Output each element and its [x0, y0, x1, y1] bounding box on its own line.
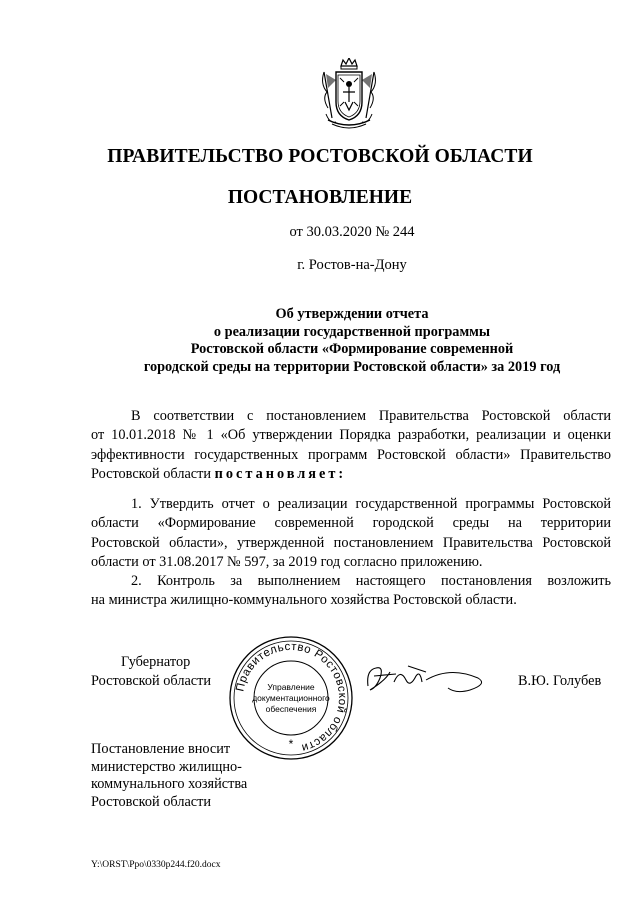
issue-city: г. Ростов-на-Дону	[297, 257, 407, 273]
preamble-paragraph	[91, 407, 611, 484]
paragraph-line: от 10.01.2018 № 1 «Об утверждении Порядка разработки, реализации и оценки	[91, 427, 611, 444]
item-2-paragraph	[91, 572, 611, 611]
coat-of-arms-emblem	[318, 58, 380, 132]
decree-keyword: постановляет:	[214, 465, 347, 482]
paragraph-line: на министра жилищно-коммунального хозяйства Ростовской области.	[91, 592, 517, 609]
signer-name: В.Ю. Голубев	[518, 673, 602, 689]
document-type-title: ПОСТАНОВЛЕНИЕ	[227, 187, 413, 208]
paragraph-line: области от 31.08.2017 № 597, за 2019 год согласно приложению.	[91, 553, 483, 570]
signer-position-line2: Ростовской области	[91, 673, 212, 689]
government-title: ПРАВИТЕЛЬСТВО РОСТОВСКОЙ ОБЛАСТИ	[107, 146, 533, 167]
introduced-by-note	[91, 741, 291, 811]
paragraph-line: В соответствии с постановлением Правительства Ростовской области	[131, 408, 611, 424]
paragraph-line: области «Формирование современной городской среды на территории	[91, 515, 611, 532]
stamp-inner-line: документационного	[252, 693, 330, 703]
paragraph-line: Ростовской области», утвержденной постановлением Правительства Ростовской	[91, 534, 611, 551]
file-path-footer: Y:\ORST\Ppo\0330p244.f20.docx	[91, 860, 221, 870]
decree-subject	[100, 306, 604, 376]
subject-line: Ростовской области «Формирование современной	[190, 341, 514, 357]
stamp-star: *	[288, 737, 294, 751]
note-line: Постановление вносит	[91, 741, 231, 757]
paragraph-line	[91, 465, 611, 484]
stamp-inner-line: обеспечения	[265, 704, 317, 714]
decree-date-number: от 30.03.2020 № 244	[289, 224, 415, 240]
handwritten-signature	[360, 660, 490, 696]
note-line: министерство жилищно-	[91, 758, 242, 775]
paragraph-line: 1. Утвердить отчет о реализации государственной программы Ростовской	[131, 496, 611, 512]
signer-position-line1: Губернатор	[121, 654, 191, 670]
paragraph-line-text: Ростовской области	[91, 465, 212, 482]
subject-line: городской среды на территории Ростовской области» за 2019 год	[143, 358, 561, 375]
stamp-inner-line: Управление	[267, 682, 315, 692]
note-line: коммунального хозяйства	[91, 776, 248, 793]
note-line: Ростовской области	[91, 793, 212, 810]
paragraph-line: 2. Контроль за выполнением настоящего постановления возложить	[131, 573, 611, 589]
item-1-paragraph	[91, 495, 611, 572]
subject-line: Об утверждении отчета	[275, 306, 429, 322]
subject-line: о реализации государственной программы	[213, 323, 491, 340]
stamp-ring-text: Правительство Ростовской области	[234, 640, 349, 754]
paragraph-line: эффективности государственных программ Ростовской области» Правительство	[91, 446, 611, 463]
